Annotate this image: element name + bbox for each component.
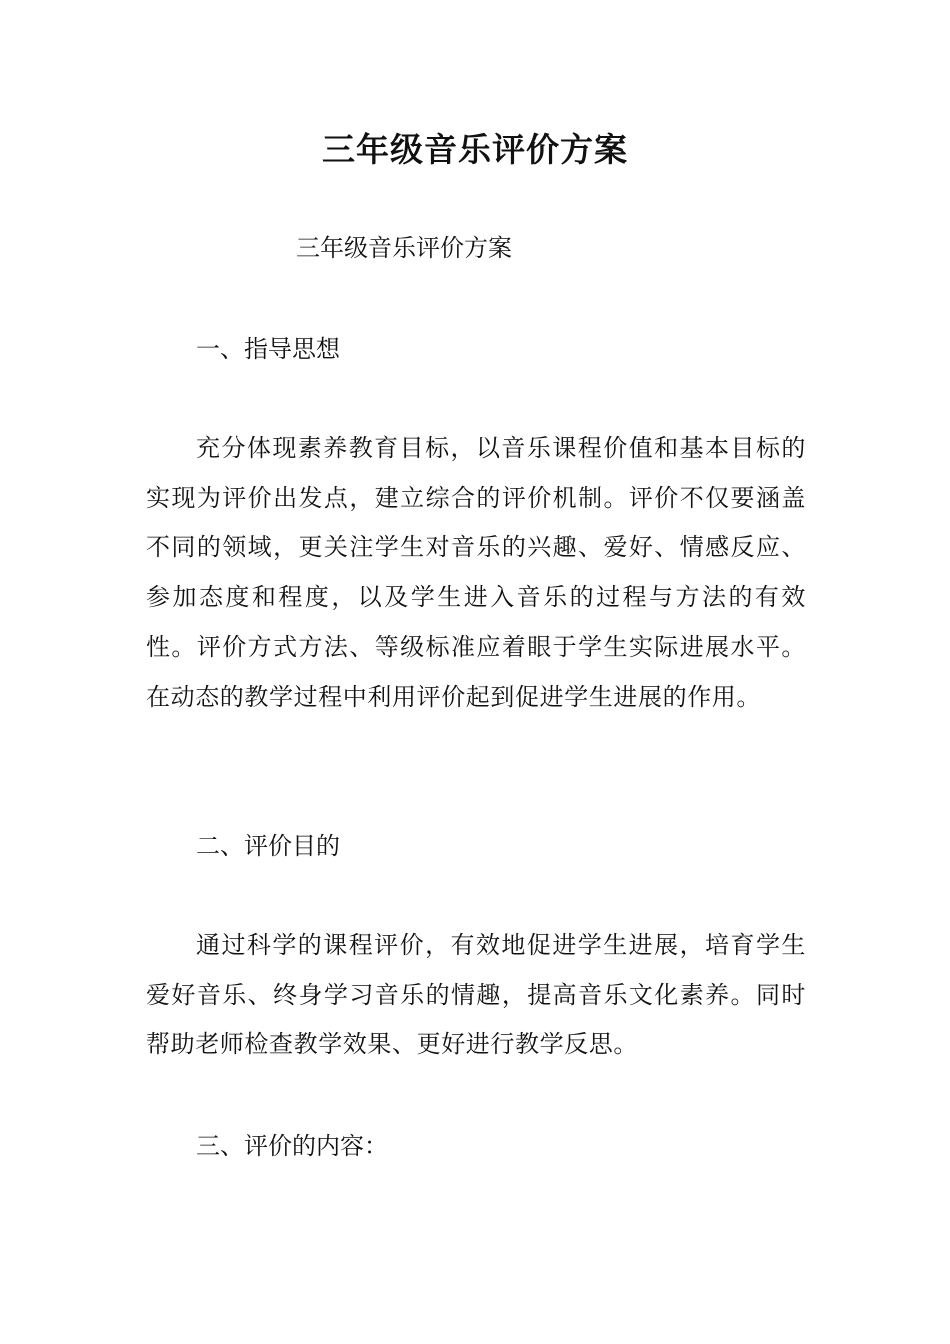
section-heading-evaluation-content: 三、评价的内容： [196, 1132, 388, 1160]
document-title: 三年级音乐评价方案 [322, 130, 628, 169]
section-heading-evaluation-purpose: 二、评价目的 [196, 832, 340, 860]
section-paragraph-guiding-ideology: 充分体现素养教育目标，以音乐课程价值和基本目标的实现为评价出发点，建立综合的评价机制。评价不仅要涵盖不同的领域，更关注学生对音乐的兴趣、爱好、情感反应、参加态度和程度，以及学生进入音乐的过程与方法的有效性。评价方式方法、等级标准应着眼于学生实际进展水平。在动态的教学过程中利用评价起到促进学生进展的作用。 [146, 434, 806, 711]
section-heading-guiding-ideology: 一、指导思想 [196, 335, 340, 363]
section-paragraph-evaluation-purpose: 通过科学的课程评价，有效地促进学生进展，培育学生爱好音乐、终身学习音乐的情趣，提高音乐文化素养。同时帮助老师检查教学效果、更好进行教学反思。 [146, 931, 806, 1059]
document-subtitle: 三年级音乐评价方案 [296, 234, 512, 262]
